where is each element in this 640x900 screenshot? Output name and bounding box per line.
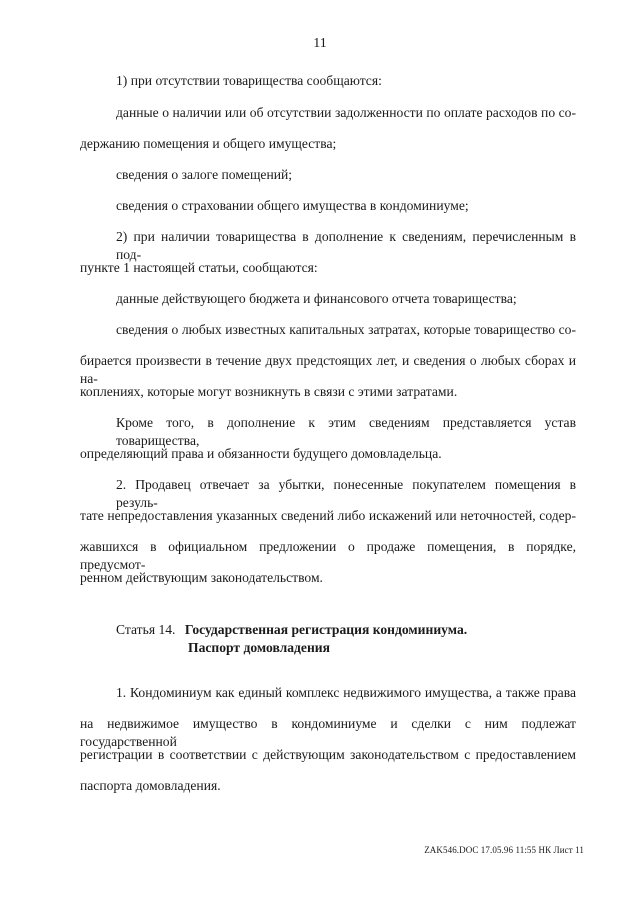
article-label: Статья 14.	[116, 622, 176, 637]
body-line: ренном действующим законодательством.	[80, 570, 323, 585]
body-line: жавшихся в официальном предложении о продаже помещения, в порядке, предусмот-	[80, 539, 576, 572]
body-line: коплениях, которые могут возникнуть в связи с этими затратами.	[80, 384, 458, 399]
document-footer: ZAK546.DOC 17.05.96 11:55 НК Лист 11	[424, 845, 584, 855]
article-heading	[116, 621, 467, 639]
body-line: данные о наличии или об отсутствии задолженности по оплате расходов по со-	[116, 105, 576, 120]
body-line: Кроме того, в дополнение к этим сведениям представляется устав товарищества,	[116, 415, 576, 448]
body-line: сведения о страховании общего имущества в кондоминиуме;	[116, 198, 469, 213]
body-line: 2. Продавец отвечает за убытки, понесенные покупателем помещения в резуль-	[116, 477, 576, 510]
article-title: Государственная регистрация кондоминиума.	[184, 622, 468, 637]
body-line: тате непредоставления указанных сведений либо искажений или неточностей, содер-	[80, 508, 576, 523]
article-line: 1. Кондоминиум как единый комплекс недвижимого имущества, а также права	[116, 685, 576, 700]
body-line: 1) при отсутствии товарищества сообщаются:	[116, 73, 382, 88]
body-line: 2) при наличии товарищества в дополнение к сведениям, перечисленным в под-	[116, 229, 576, 262]
body-line: держанию помещения и общего имущества;	[80, 136, 337, 151]
article-line: на недвижимое имущество в кондоминиуме и сделки с ним подлежат государственной	[80, 716, 576, 749]
body-line: сведения о любых известных капитальных затратах, которые товарищество со-	[116, 322, 576, 337]
body-line: определяющий права и обязанности будущего домовладельца.	[80, 446, 442, 461]
page-number: 11	[313, 36, 327, 51]
body-line: данные действующего бюджета и финансового отчета товарищества;	[116, 291, 517, 306]
article-line: паспорта домовладения.	[80, 778, 221, 793]
body-line: пункте 1 настоящей статьи, сообщаются:	[80, 260, 318, 275]
article-line: регистрации в соответствии с действующим законодательством с предоставлением	[80, 747, 576, 762]
article-subtitle: Паспорт домовладения	[188, 640, 330, 655]
body-line: сведения о залоге помещений;	[116, 167, 293, 182]
body-line: бирается произвести в течение двух предстоящих лет, и сведения о любых сборах и на-	[80, 353, 576, 386]
